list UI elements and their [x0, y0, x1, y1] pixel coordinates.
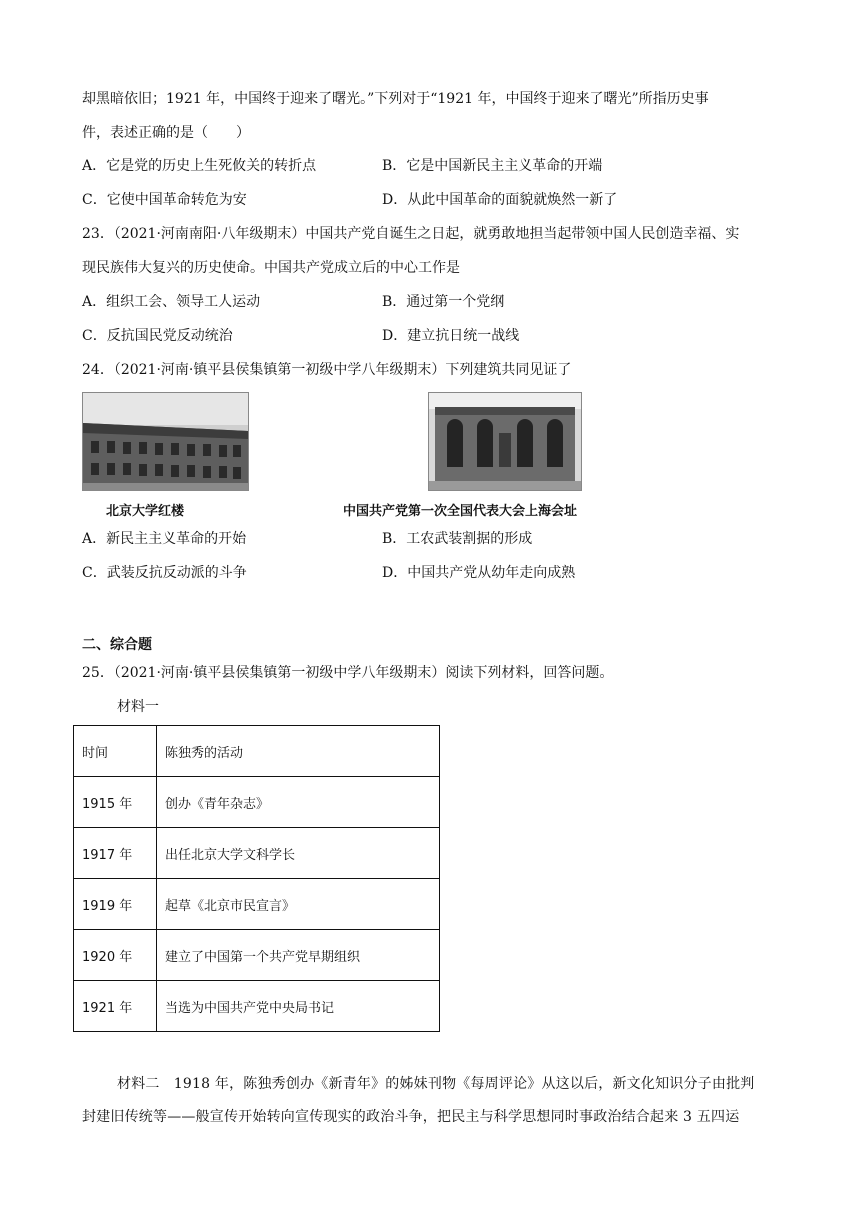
table-row — [74, 879, 440, 930]
table-cell-year: 1920 年 — [74, 930, 157, 981]
first-cpc-congress-site-photo — [428, 392, 582, 491]
table-header-time: 时间 — [74, 726, 157, 777]
q22-option-d: D．从此中国革命的面貌就焕然一新了 — [382, 192, 618, 208]
table-row — [74, 930, 440, 981]
table-row — [74, 981, 440, 1032]
caption-first-cpc-congress-site: 中国共产党第一次全国代表大会上海会址 — [343, 504, 578, 519]
table-header-activity: 陈独秀的活动 — [157, 726, 440, 777]
q23-option-b: B．通过第一个党纲 — [382, 294, 505, 310]
q22-option-c: C．它使中国革命转危为安 — [82, 192, 247, 208]
table-cell-year: 1917 年 — [74, 828, 157, 879]
table-cell-year: 1921 年 — [74, 981, 157, 1032]
q24-option-c: C．武装反抗反动派的斗争 — [82, 565, 247, 581]
q23-option-a: A．组织工会、领导工人运动 — [82, 294, 261, 310]
table-cell-activity: 当选为中国共产党中央局书记 — [157, 981, 440, 1032]
q24-option-a: A．新民主主义革命的开始 — [82, 531, 247, 547]
material-2-line-1: 材料二 1918 年，陈独秀创办《新青年》的姊妹刊物《每周评论》从这以后，新文化知识分子由批判 — [117, 1076, 755, 1092]
q24-option-d: D．中国共产党从幼年走向成熟 — [382, 565, 576, 581]
q22-stem-line-1: 却黑暗依旧；1921 年，中国终于迎来了曙光。”下列对于“1921 年，中国终于迎来了曙光”所指历史事 — [82, 91, 709, 107]
table-cell-activity: 建立了中国第一个共产党早期组织 — [157, 930, 440, 981]
table-cell-year: 1919 年 — [74, 879, 157, 930]
table-row — [74, 777, 440, 828]
chen-duxiu-activities-table — [73, 725, 440, 1032]
q23-stem-line-1: 23．（2021·河南南阳·八年级期末）中国共产党自诞生之日起，就勇敢地担当起带领中国人民创造幸福、实 — [82, 226, 740, 242]
material-1-label: 材料一 — [117, 699, 159, 715]
table-cell-activity: 出任北京大学文科学长 — [157, 828, 440, 879]
q25-stem: 25．（2021·河南·镇平县侯集镇第一初级中学八年级期末）阅读下列材料，回答问题。 — [82, 665, 614, 681]
q24-stem: 24．（2021·河南·镇平县侯集镇第一初级中学八年级期末）下列建筑共同见证了 — [82, 362, 572, 378]
peking-university-red-building-photo — [82, 392, 249, 491]
table-header-row — [74, 726, 440, 777]
material-2-line-2: 封建旧传统等——般宣传开始转向宣传现实的政治斗争，把民主与科学思想同时事政治结合起来 3 五四运 — [82, 1109, 740, 1125]
q23-option-d: D．建立抗日统一战线 — [382, 328, 520, 344]
q22-stem-line-2: 件，表述正确的是（ ） — [82, 125, 250, 141]
table-row — [74, 828, 440, 879]
q23-option-c: C．反抗国民党反动统治 — [82, 328, 233, 344]
caption-peking-university-red-building: 北京大学红楼 — [106, 504, 185, 519]
q23-stem-line-2: 现民族伟大复兴的历史使命。中国共产党成立后的中心工作是 — [82, 260, 460, 276]
section-heading-comprehensive: 二、综合题 — [82, 637, 152, 653]
table-cell-year: 1915 年 — [74, 777, 157, 828]
q22-option-a: A．它是党的历史上生死攸关的转折点 — [82, 158, 317, 174]
q22-option-b: B．它是中国新民主主义革命的开端 — [382, 158, 603, 174]
table-cell-activity: 起草《北京市民宣言》 — [157, 879, 440, 930]
q24-option-b: B．工农武装割据的形成 — [382, 531, 533, 547]
table-cell-activity: 创办《青年杂志》 — [157, 777, 440, 828]
